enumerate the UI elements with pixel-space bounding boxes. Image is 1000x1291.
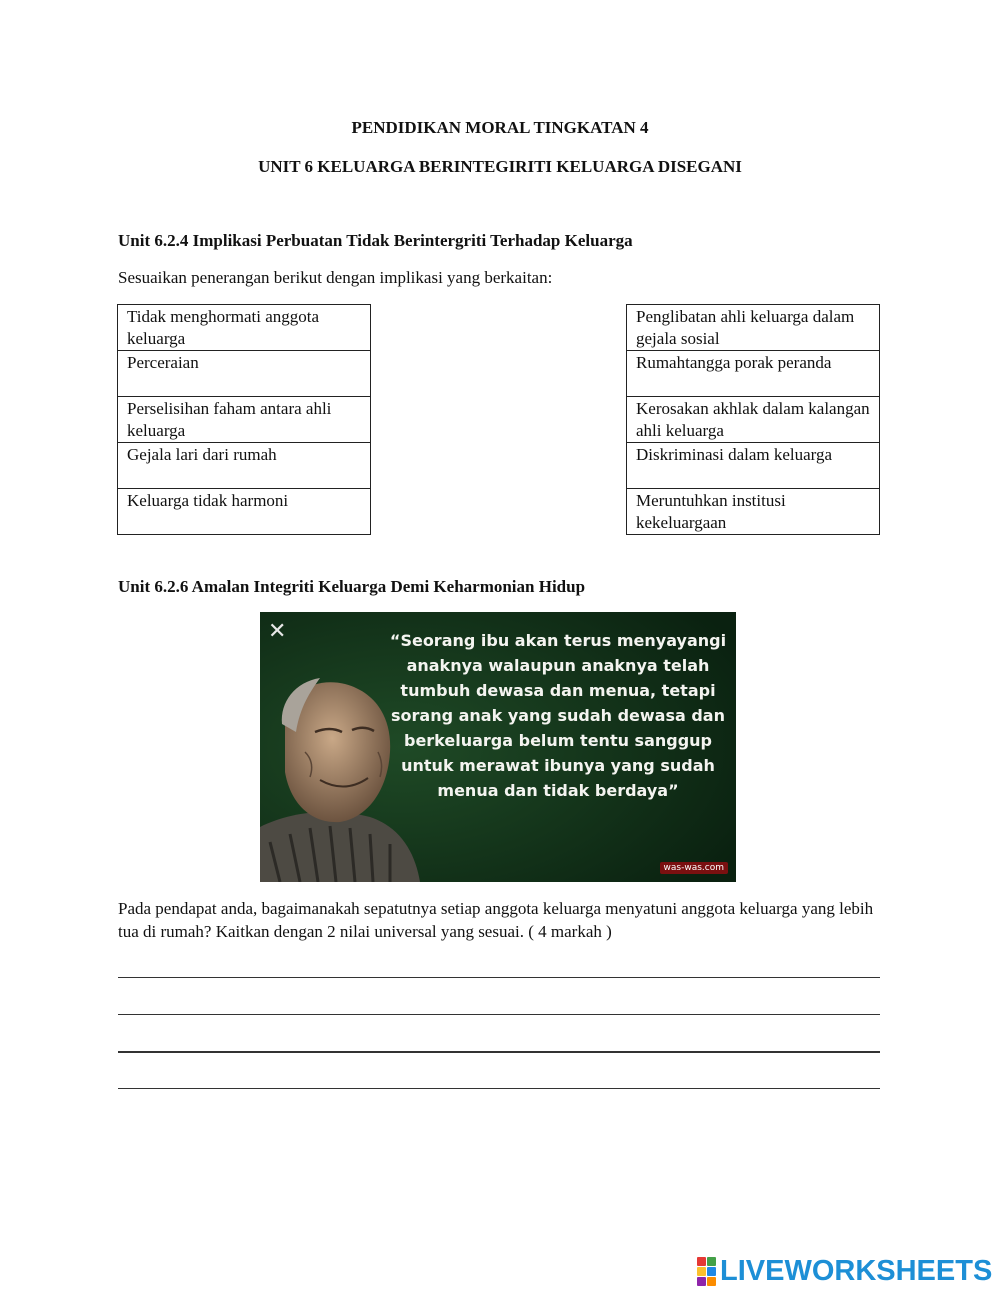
quote-text: “Seorang ibu akan terus menyayangi anaknya walaupun anaknya telah tumbuh dewasa dan menua, tetapi sorang anak yang sudah dewasa dan berkeluarga belum tentu sanggup untuk merawat ibunya yang sudah menua dan tidak berdaya”	[389, 631, 727, 800]
right-match-column	[626, 304, 880, 535]
image-watermark: was-was.com	[660, 862, 728, 874]
section-heading-implikasi: Unit 6.2.4 Implikasi Perbuatan Tidak Berintergriti Terhadap Keluarga	[118, 231, 633, 250]
page-title: PENDIDIKAN MORAL TINGKATAN 4	[351, 118, 649, 137]
match-item-left[interactable]: Tidak menghormati anggota keluarga	[118, 305, 370, 351]
match-item-left[interactable]: Gejala lari dari rumah	[118, 443, 370, 489]
quote-image	[260, 612, 736, 882]
answer-line[interactable]	[118, 977, 880, 978]
page-subtitle: UNIT 6 KELUARGA BERINTEGIRITI KELUARGA DISEGANI	[258, 157, 742, 176]
instruction-text: Sesuaikan penerangan berikut dengan implikasi yang berkaitan:	[118, 268, 553, 287]
match-item-left[interactable]: Perselisihan faham antara ahli keluarga	[118, 397, 370, 443]
close-icon[interactable]: ✕	[268, 619, 287, 644]
match-item-right[interactable]: Penglibatan ahli keluarga dalam gejala sosial	[627, 305, 879, 351]
match-item-left[interactable]: Perceraian	[118, 351, 370, 397]
match-item-right[interactable]: Diskriminasi dalam keluarga	[627, 443, 879, 489]
match-item-right[interactable]: Rumahtangga porak peranda	[627, 351, 879, 397]
answer-line[interactable]	[118, 1088, 880, 1089]
section-heading-amalan: Unit 6.2.6 Amalan Integriti Keluarga Demi Keharmonian Hidup	[118, 577, 586, 596]
answer-line[interactable]	[118, 1051, 880, 1053]
match-item-right[interactable]: Kerosakan akhlak dalam kalangan ahli keluarga	[627, 397, 879, 443]
match-item-right[interactable]: Meruntuhkan institusi kekeluargaan	[636, 491, 786, 532]
logo-mark-icon	[697, 1257, 716, 1286]
question-text: Pada pendapat anda, bagaimanakah sepatutnya setiap anggota keluarga menyatuni anggota keluarga yang lebih tua di rumah? Kaitkan dengan 2 nilai universal yang sesuai. ( 4 markah )	[118, 899, 874, 941]
left-match-column	[117, 304, 371, 535]
answer-line[interactable]	[118, 1014, 880, 1015]
liveworksheets-logo	[697, 1254, 992, 1288]
match-item-left[interactable]: Keluarga tidak harmoni	[127, 491, 289, 510]
logo-text: LIVEWORKSHEETS	[720, 1254, 993, 1287]
